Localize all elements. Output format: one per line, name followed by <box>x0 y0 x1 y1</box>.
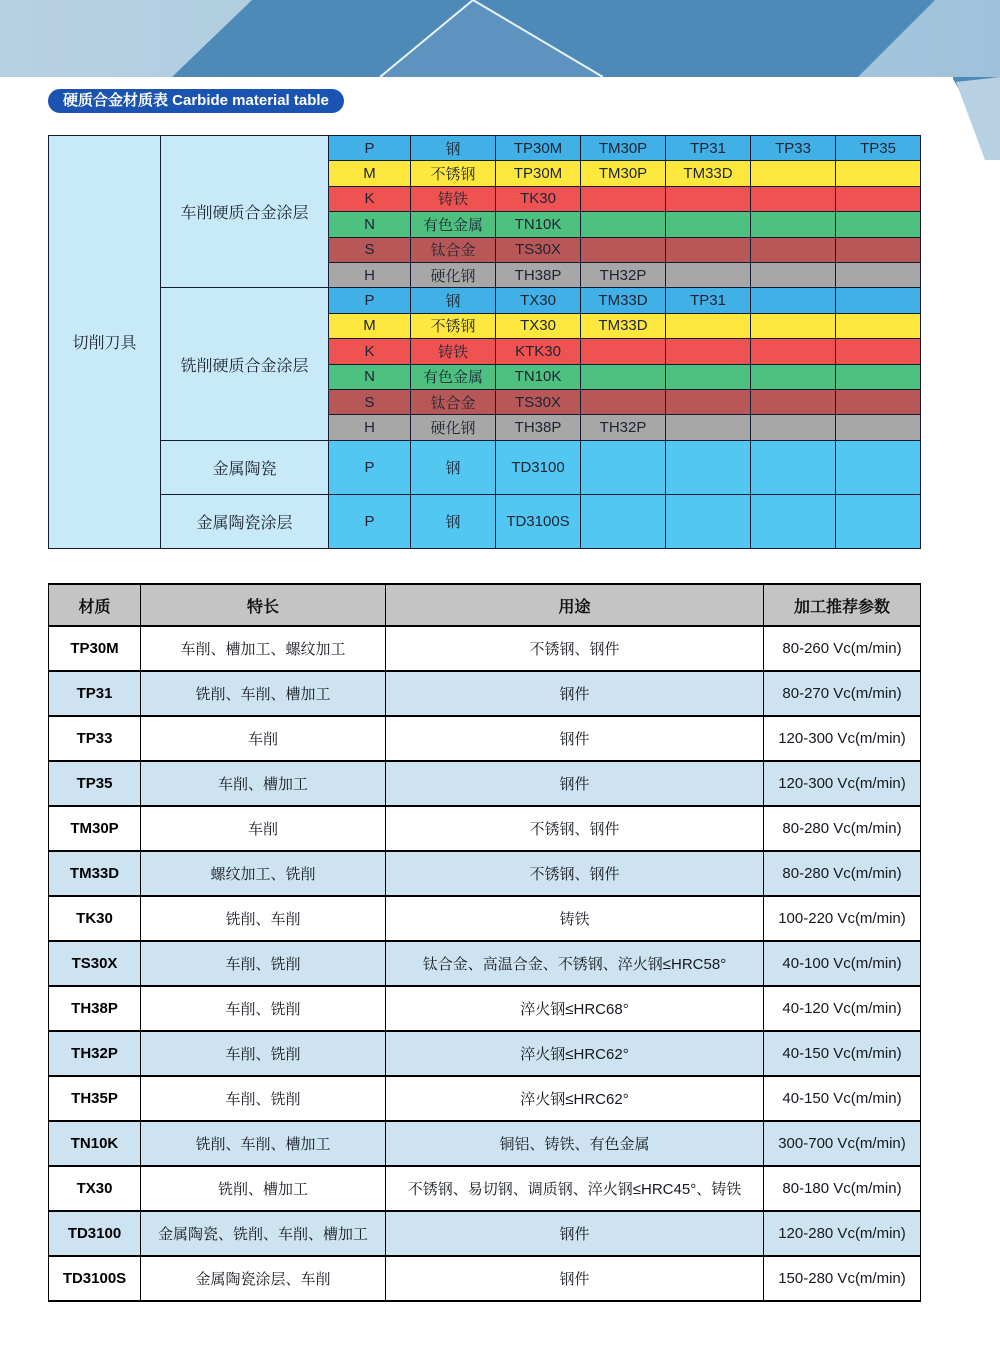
grade-cell <box>581 364 666 389</box>
spec-params-cell: 80-270 Vc(m/min) <box>764 671 921 716</box>
grade-cell: TN10K <box>496 212 581 237</box>
grade-cell: TM33D <box>581 288 666 313</box>
spec-features-cell: 金属陶瓷涂层、车削 <box>141 1256 386 1301</box>
iso-letter-cell: S <box>329 237 411 262</box>
grade-cell <box>751 313 836 338</box>
iso-letter-cell: N <box>329 364 411 389</box>
spec-usage-cell: 钢件 <box>386 1256 764 1301</box>
workpiece-material-cell: 硬化钢 <box>411 415 496 440</box>
iso-letter-cell: P <box>329 440 411 494</box>
spec-usage-cell: 不锈钢、钢件 <box>386 626 764 671</box>
grade-cell <box>836 262 921 287</box>
workpiece-material-cell: 铸铁 <box>411 186 496 211</box>
spec-grade-cell: TP31 <box>49 671 141 716</box>
spec-usage-cell: 不锈钢、钢件 <box>386 851 764 896</box>
iso-letter-cell: H <box>329 415 411 440</box>
grade-cell: TM33D <box>581 313 666 338</box>
grade-cell: TH32P <box>581 262 666 287</box>
spec-row <box>49 851 921 896</box>
carbide-matrix-table <box>48 135 921 549</box>
grade-cell <box>836 313 921 338</box>
workpiece-material-cell: 不锈钢 <box>411 161 496 186</box>
spec-grade-cell: TM33D <box>49 851 141 896</box>
grade-cell <box>751 364 836 389</box>
spec-features-cell: 铣削、车削、槽加工 <box>141 671 386 716</box>
grade-cell <box>751 415 836 440</box>
grade-cell <box>836 389 921 414</box>
workpiece-material-cell: 钛合金 <box>411 237 496 262</box>
spec-grade-cell: TX30 <box>49 1166 141 1211</box>
grade-cell: TD3100 <box>496 440 581 494</box>
grade-cell <box>581 339 666 364</box>
grade-cell <box>666 364 751 389</box>
tool-category-cell: 切削刀具 <box>49 136 161 549</box>
matrix-row <box>49 288 921 313</box>
spec-params-cell: 80-260 Vc(m/min) <box>764 626 921 671</box>
grade-cell <box>581 237 666 262</box>
spec-grade-cell: TP30M <box>49 626 141 671</box>
grade-cell: TM30P <box>581 161 666 186</box>
coating-group-cell: 金属陶瓷涂层 <box>161 494 329 548</box>
spec-row <box>49 1076 921 1121</box>
spec-params-cell: 80-280 Vc(m/min) <box>764 806 921 851</box>
grade-cell <box>581 186 666 211</box>
spec-features-cell: 车削 <box>141 806 386 851</box>
grade-cell: TX30 <box>496 313 581 338</box>
banner-line-left <box>380 0 473 77</box>
spec-row <box>49 986 921 1031</box>
grade-cell: TP30M <box>496 136 581 161</box>
grade-cell <box>581 494 666 548</box>
spec-grade-cell: TD3100S <box>49 1256 141 1301</box>
spec-row <box>49 626 921 671</box>
banner-dark-trapezoid <box>172 0 935 77</box>
banner-line-right <box>473 0 603 77</box>
spec-row <box>49 896 921 941</box>
spec-usage-cell: 钛合金、高温合金、不锈钢、淬火钢≤HRC58° <box>386 941 764 986</box>
spec-params-cell: 80-280 Vc(m/min) <box>764 851 921 896</box>
grade-cell: TP35 <box>836 136 921 161</box>
spec-features-cell: 铣削、车削、槽加工 <box>141 1121 386 1166</box>
grade-cell <box>666 339 751 364</box>
iso-letter-cell: M <box>329 161 411 186</box>
grade-cell: TK30 <box>496 186 581 211</box>
workpiece-material-cell: 钢 <box>411 440 496 494</box>
grade-cell <box>836 186 921 211</box>
workpiece-material-cell: 钢 <box>411 288 496 313</box>
spec-row <box>49 941 921 986</box>
spec-grade-cell: TH32P <box>49 1031 141 1076</box>
workpiece-material-cell: 铸铁 <box>411 339 496 364</box>
carbide-matrix-table-container <box>48 135 921 549</box>
grade-cell <box>751 186 836 211</box>
grade-cell <box>666 494 751 548</box>
matrix-row <box>49 136 921 161</box>
spec-row <box>49 716 921 761</box>
spec-grade-cell: TN10K <box>49 1121 141 1166</box>
spec-params-cell: 100-220 Vc(m/min) <box>764 896 921 941</box>
workpiece-material-cell: 硬化钢 <box>411 262 496 287</box>
grade-cell <box>666 313 751 338</box>
grade-cell <box>666 440 751 494</box>
spec-features-cell: 车削、槽加工 <box>141 761 386 806</box>
grade-spec-table-container <box>48 583 921 1302</box>
workpiece-material-cell: 钢 <box>411 494 496 548</box>
coating-group-cell: 铣削硬质合金涂层 <box>161 288 329 440</box>
matrix-row <box>49 440 921 494</box>
grade-cell <box>836 339 921 364</box>
spec-row <box>49 1121 921 1166</box>
iso-letter-cell: S <box>329 389 411 414</box>
matrix-row <box>49 494 921 548</box>
spec-params-cell: 40-150 Vc(m/min) <box>764 1031 921 1076</box>
spec-features-cell: 金属陶瓷、铣削、车削、槽加工 <box>141 1211 386 1256</box>
grade-cell <box>836 415 921 440</box>
spec-row <box>49 1211 921 1256</box>
spec-row <box>49 806 921 851</box>
spec-row <box>49 1166 921 1211</box>
grade-cell <box>751 440 836 494</box>
spec-features-cell: 车削、槽加工、螺纹加工 <box>141 626 386 671</box>
grade-cell <box>581 440 666 494</box>
grade-cell <box>751 389 836 414</box>
grade-cell <box>836 161 921 186</box>
spec-row <box>49 761 921 806</box>
grade-cell: TH38P <box>496 262 581 287</box>
page-title: 硬质合金材质表 Carbide material table <box>48 89 344 113</box>
spec-params-cell: 150-280 Vc(m/min) <box>764 1256 921 1301</box>
spec-features-cell: 车削、铣削 <box>141 986 386 1031</box>
grade-cell <box>751 262 836 287</box>
spec-usage-cell: 铸铁 <box>386 896 764 941</box>
workpiece-material-cell: 有色金属 <box>411 212 496 237</box>
spec-usage-cell: 淬火钢≤HRC62° <box>386 1031 764 1076</box>
iso-letter-cell: P <box>329 288 411 313</box>
iso-letter-cell: P <box>329 136 411 161</box>
spec-usage-cell: 淬火钢≤HRC68° <box>386 986 764 1031</box>
grade-cell <box>666 389 751 414</box>
spec-params-cell: 120-280 Vc(m/min) <box>764 1211 921 1256</box>
iso-letter-cell: K <box>329 186 411 211</box>
spec-grade-cell: TH38P <box>49 986 141 1031</box>
spec-header-row <box>49 584 921 626</box>
grade-cell <box>666 186 751 211</box>
grade-cell <box>666 237 751 262</box>
grade-cell: TP30M <box>496 161 581 186</box>
grade-cell <box>751 339 836 364</box>
iso-letter-cell: H <box>329 262 411 287</box>
grade-cell <box>666 262 751 287</box>
spec-grade-cell: TS30X <box>49 941 141 986</box>
grade-cell: TN10K <box>496 364 581 389</box>
spec-grade-cell: TK30 <box>49 896 141 941</box>
spec-grade-cell: TD3100 <box>49 1211 141 1256</box>
grade-cell: TH32P <box>581 415 666 440</box>
spec-grade-cell: TH35P <box>49 1076 141 1121</box>
spec-params-cell: 40-120 Vc(m/min) <box>764 986 921 1031</box>
spec-usage-cell: 不锈钢、易切钢、调质钢、淬火钢≤HRC45°、铸铁 <box>386 1166 764 1211</box>
spec-header-cell: 加工推荐参数 <box>764 584 921 626</box>
grade-spec-table <box>48 583 921 1302</box>
spec-usage-cell: 淬火钢≤HRC62° <box>386 1076 764 1121</box>
grade-cell <box>836 237 921 262</box>
spec-params-cell: 40-150 Vc(m/min) <box>764 1076 921 1121</box>
spec-params-cell: 120-300 Vc(m/min) <box>764 761 921 806</box>
spec-row <box>49 1256 921 1301</box>
grade-cell <box>751 161 836 186</box>
spec-features-cell: 车削、铣削 <box>141 1031 386 1076</box>
grade-cell: TP33 <box>751 136 836 161</box>
grade-cell <box>751 494 836 548</box>
grade-cell: KTK30 <box>496 339 581 364</box>
coating-group-cell: 金属陶瓷 <box>161 440 329 494</box>
spec-usage-cell: 钢件 <box>386 716 764 761</box>
spec-features-cell: 车削 <box>141 716 386 761</box>
spec-usage-cell: 钢件 <box>386 1211 764 1256</box>
grade-cell: TM30P <box>581 136 666 161</box>
banner-right-wedge-dark <box>953 77 1000 160</box>
spec-features-cell: 铣削、车削 <box>141 896 386 941</box>
spec-header-cell: 材质 <box>49 584 141 626</box>
banner-mid-triangle <box>380 0 603 77</box>
banner-right-wedge-light <box>956 77 1000 160</box>
grade-cell <box>581 389 666 414</box>
spec-row <box>49 1031 921 1076</box>
grade-cell <box>751 212 836 237</box>
spec-params-cell: 120-300 Vc(m/min) <box>764 716 921 761</box>
grade-cell <box>836 440 921 494</box>
spec-usage-cell: 钢件 <box>386 761 764 806</box>
grade-cell <box>666 415 751 440</box>
spec-usage-cell: 铜铝、铸铁、有色金属 <box>386 1121 764 1166</box>
grade-cell <box>836 288 921 313</box>
grade-cell: TD3100S <box>496 494 581 548</box>
coating-group-cell: 车削硬质合金涂层 <box>161 136 329 288</box>
spec-grade-cell: TP35 <box>49 761 141 806</box>
grade-cell: TP31 <box>666 288 751 313</box>
spec-grade-cell: TP33 <box>49 716 141 761</box>
workpiece-material-cell: 不锈钢 <box>411 313 496 338</box>
spec-usage-cell: 不锈钢、钢件 <box>386 806 764 851</box>
grade-cell <box>836 494 921 548</box>
spec-params-cell: 80-180 Vc(m/min) <box>764 1166 921 1211</box>
grade-cell <box>836 212 921 237</box>
grade-cell: TS30X <box>496 389 581 414</box>
grade-cell: TX30 <box>496 288 581 313</box>
grade-cell <box>666 212 751 237</box>
banner-base <box>0 0 1000 77</box>
grade-cell: TM33D <box>666 161 751 186</box>
spec-features-cell: 铣削、槽加工 <box>141 1166 386 1211</box>
grade-cell: TH38P <box>496 415 581 440</box>
spec-params-cell: 40-100 Vc(m/min) <box>764 941 921 986</box>
grade-cell <box>751 237 836 262</box>
workpiece-material-cell: 钛合金 <box>411 389 496 414</box>
grade-cell <box>751 288 836 313</box>
grade-cell <box>581 212 666 237</box>
iso-letter-cell: P <box>329 494 411 548</box>
grade-cell: TP31 <box>666 136 751 161</box>
iso-letter-cell: N <box>329 212 411 237</box>
spec-usage-cell: 钢件 <box>386 671 764 716</box>
spec-params-cell: 300-700 Vc(m/min) <box>764 1121 921 1166</box>
spec-features-cell: 车削、铣削 <box>141 941 386 986</box>
spec-features-cell: 车削、铣削 <box>141 1076 386 1121</box>
workpiece-material-cell: 有色金属 <box>411 364 496 389</box>
spec-header-cell: 特长 <box>141 584 386 626</box>
grade-cell <box>836 364 921 389</box>
spec-header-cell: 用途 <box>386 584 764 626</box>
grade-cell: TS30X <box>496 237 581 262</box>
spec-row <box>49 671 921 716</box>
workpiece-material-cell: 钢 <box>411 136 496 161</box>
iso-letter-cell: K <box>329 339 411 364</box>
spec-features-cell: 螺纹加工、铣削 <box>141 851 386 896</box>
iso-letter-cell: M <box>329 313 411 338</box>
spec-grade-cell: TM30P <box>49 806 141 851</box>
